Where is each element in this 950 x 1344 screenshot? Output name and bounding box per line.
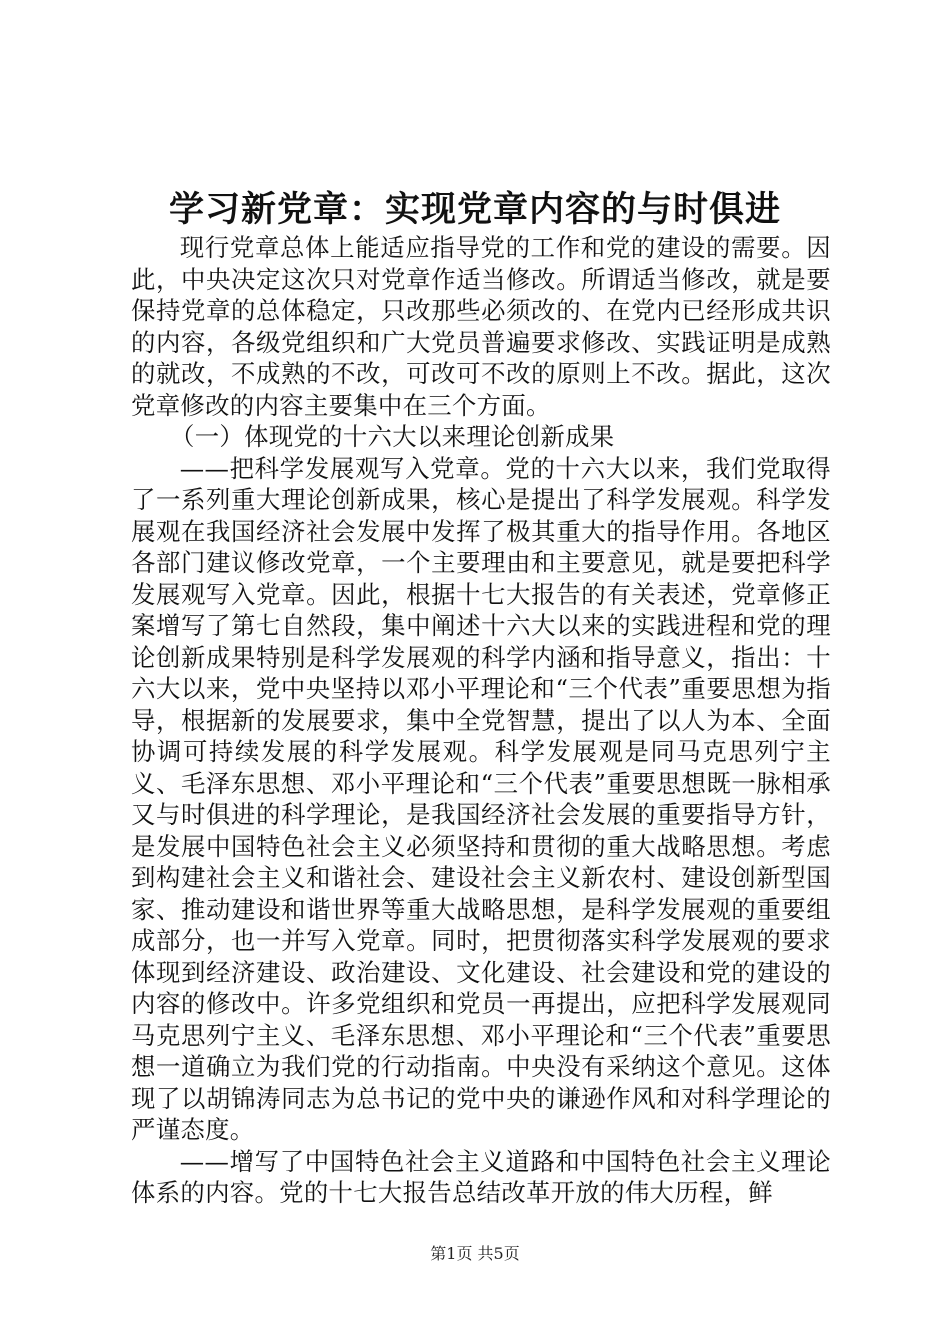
- science-development-paragraph: ——把科学发展观写入党章。党的十六大以来，我们党取得了一系列重大理论创新成果，核心是提出了科学发展观。科学发展观在我国经济社会发展中发挥了极其重大的指导作用。各地区各部门建议修改党章，一个主要理由和主要意见，就是要把科学发展观写入党章。因此，根据十七大报告的有关表述，党章修正案增写了第七自然段，集中阐述十六大以来的实践进程和党的理论创新成果特别是科学发展观的科学内涵和指导意义，指出：十六大以来，党中央坚持以邓小平理论和“三个代表”重要思想为指导，根据新的发展要求，集中全党智慧，提出了以人为本、全面协调可持续发展的科学发展观。科学发展观是同马克思列宁主义、毛泽东思想、邓小平理论和“三个代表”重要思想既一脉相承又与时俱进的科学理论，是我国经济社会发展的重要指导方针，是发展中国特色社会主义必须坚持和贯彻的重大战略思想。考虑到构建社会主义和谐社会、建设社会主义新农村、建设创新型国家、推动建设和谐世界等重大战略思想，是科学发展观的重要组成部分，也一并写入党章。同时，把贯彻落实科学发展观的要求体现到经济建设、政治建设、文化建设、社会建设和党的建设的内容的修改中。许多党组织和党员一再提出，应把科学发展观同马克思列宁主义、毛泽东思想、邓小平理论和“三个代表”重要思想一道确立为我们党的行动指南。中央没有采纳这个意见。这体现了以胡锦涛同志为总书记的党中央的谦逊作风和对科学理论的严谨态度。: [131, 453, 831, 1144]
- document-body: [131, 232, 831, 1209]
- page-number-footer: 第1页 共5页: [430, 1244, 520, 1263]
- document-title: 学习新党章：实现党章内容的与时俱进: [168, 189, 781, 230]
- socialism-path-paragraph: ——增写了中国特色社会主义道路和中国特色社会主义理论体系的内容。党的十七大报告总结改革开放的伟大历程，鲜: [131, 1146, 831, 1207]
- section-heading: （一）体现党的十六大以来理论创新成果: [170, 422, 615, 451]
- intro-paragraph: 现行党章总体上能适应指导党的工作和党的建设的需要。因此，中央决定这次只对党章作适当修改。所谓适当修改，就是要保持党章的总体稳定，只改那些必须改的、在党内已经形成共识的内容，各级党组织和广大党员普遍要求修改、实践证明是成熟的就改，不成熟的不改，可改可不改的原则上不改。据此，这次党章修改的内容主要集中在三个方面。: [131, 233, 831, 420]
